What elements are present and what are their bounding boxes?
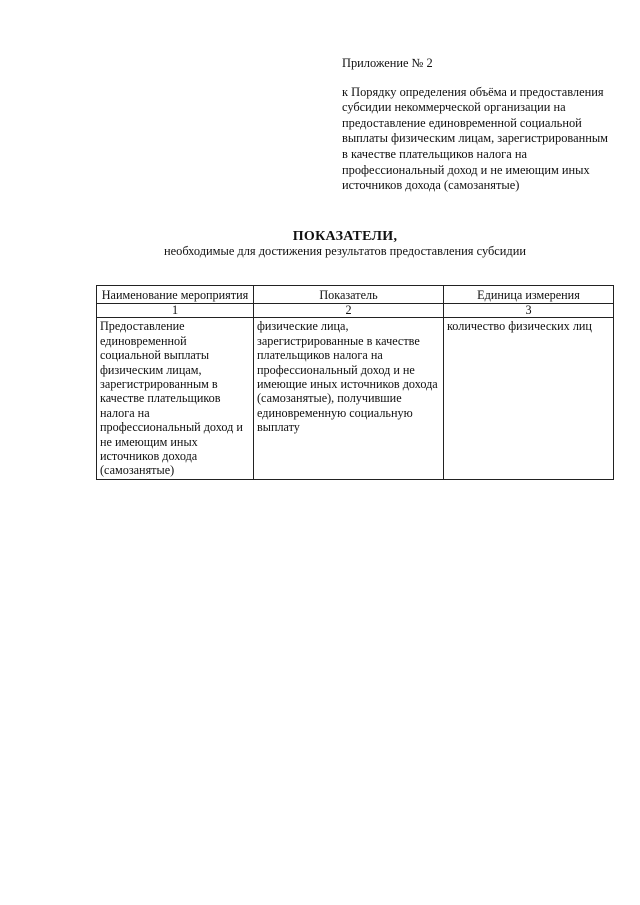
appendix-block bbox=[342, 56, 612, 194]
indicators-table bbox=[96, 285, 614, 480]
column-number-2: 2 bbox=[254, 304, 444, 318]
column-number-3: 3 bbox=[444, 304, 614, 318]
column-number-1: 1 bbox=[97, 304, 254, 318]
table-header-row bbox=[97, 286, 614, 304]
column-header-indicator: Показатель bbox=[254, 286, 444, 304]
cell-event: Предоставление единовременной социальной выплаты физическим лицам, зарегистрированным в качестве плательщиков налога на профессиональный доход и не имеющим иных источников дохода (самозанятые) bbox=[97, 318, 254, 480]
document-subtitle: необходимые для достижения результатов предоставления субсидии bbox=[164, 244, 526, 258]
appendix-number: Приложение № 2 bbox=[342, 56, 433, 70]
document-heading bbox=[80, 229, 610, 259]
cell-unit: количество физических лиц bbox=[444, 318, 614, 480]
document-title: ПОКАЗАТЕЛИ, bbox=[292, 229, 398, 244]
cell-indicator: физические лица, зарегистрированные в качестве плательщиков налога на профессиональный доход и не имеющие иных источников дохода (самозанятые), получившие единовременную социальную выплату bbox=[254, 318, 444, 480]
column-header-event: Наименование мероприятия bbox=[97, 286, 254, 304]
table-row bbox=[97, 318, 614, 480]
appendix-description: к Порядку определения объёма и предоставления субсидии некоммерческой организации на предоставление единовременной социальной выплаты физическим лицам, зарегистрированным в качестве плательщиков налога на профессиональный доход и не имеющим иных источников дохода (самозанятые) bbox=[342, 84, 608, 193]
column-number-row bbox=[97, 304, 614, 318]
column-header-unit: Единица измерения bbox=[444, 286, 614, 304]
